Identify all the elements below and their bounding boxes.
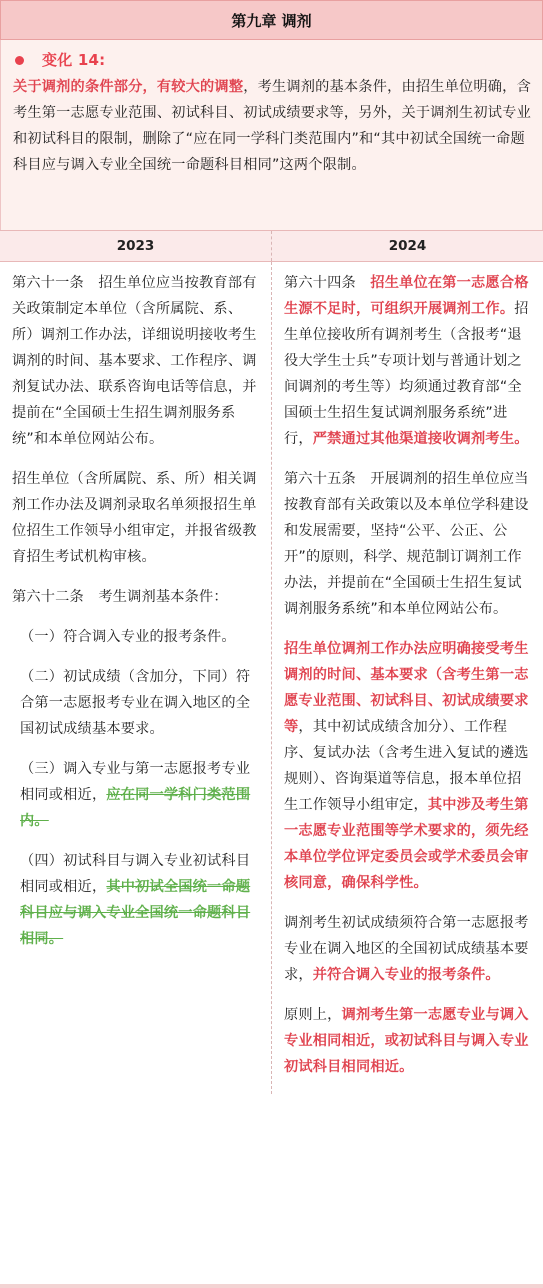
change-text <box>13 74 532 178</box>
article-65: 第六十五条 开展调剂的招生单位应当按教育部有关政策以及本单位学科建设和发展需要，坚持“公平、公正、公开”的原则，科学、规范制订调剂工作办法，并提前在“全国硕士生招生复试调剂服务系统”和本单位网站公布。 <box>284 471 529 617</box>
condition-4 <box>12 848 263 952</box>
bullet-dot-icon <box>15 56 24 65</box>
article-61: 第六十一条 招生单位应当按教育部有关政策制定本单位（含所属院、系、所）调剂工作办法，详细说明接收考生调剂的时间、基本要求、工作程序、调剂复试办法、联系咨询电话等信息，并提前在“全国硕士生招生调剂服务系统”和本单位网站公布。 <box>12 275 257 447</box>
column-header-2023: 2023 <box>0 231 272 262</box>
condition-4-deleted: 其中初试全国统一命题科目应与调入专业全国统一命题科目相同。 <box>20 879 251 947</box>
article-64-text: 招生单位接收所有调剂考生（含报考“退役大学生士兵”专项计划与普通计划之间调剂的考生等）均须通过教育部“全国硕士生招生复试调剂服务系统”进行， <box>284 301 529 447</box>
article-62: 第六十二条 考生调剂基本条件： <box>12 589 228 605</box>
cell-2024 <box>272 262 543 1095</box>
para2-text: ，其中初试成绩含加分）、工作程序、复试办法（含考生进入复试的遴选规则）、咨询渠道等信息，报本单位招生工作领导小组审定， <box>284 719 529 813</box>
condition-4-text: （四）初试科目与调入专业初试科目相同或相近， <box>20 853 251 895</box>
article-65-para4 <box>284 1002 535 1080</box>
cell-2023 <box>0 262 272 1095</box>
chapter-title: 第九章 调剂 <box>0 0 543 40</box>
change-intro-rest: ，考生调剂的基本条件，由招生单位明确，含考生第一志愿专业范围、初试科目、初试成绩要求等，另外，关于调剂生初试专业和初试科目的限制，删除了“应在同一学科门类范围内”和“其中初试全国统一命题科目应与调入专业全国统一命题科目相同”这两个限制。 <box>13 79 531 173</box>
article-65-para3 <box>284 910 535 988</box>
bottom-border <box>0 1284 543 1288</box>
change-title: 变化 14: <box>42 51 106 69</box>
change-summary <box>0 40 543 230</box>
condition-2: （二）初试成绩（含加分，下同）符合第一志愿报考专业在调入地区的全国初试成绩基本要求。 <box>20 669 251 737</box>
para4-highlight: 调剂考生第一志愿专业与调入专业相同相近，或初试科目与调入专业初试科目相同相近。 <box>284 1007 529 1075</box>
change-heading <box>13 46 532 74</box>
condition-3-text: （三）调入专业与第一志愿报考专业相同或相近， <box>20 761 251 803</box>
para2-highlight-2: 其中涉及考生第一志愿专业范围等学术要求的，须先经本单位学位评定委员会或学术委员会审核同意，确保科学性。 <box>284 797 529 891</box>
column-header-2024: 2024 <box>272 231 543 262</box>
article-64-highlight-2: 严禁通过其他渠道接收调剂考生。 <box>312 431 529 447</box>
article-64 <box>284 270 535 452</box>
comparison-table <box>0 230 543 1094</box>
article-64-highlight: 招生单位在第一志愿合格生源不足时，可组织开展调剂工作。 <box>284 275 529 317</box>
article-61-para2: 招生单位（含所属院、系、所）相关调剂工作办法及调剂录取名单须报招生单位招生工作领导小组审定，并报省级教育招生考试机构审核。 <box>12 471 257 565</box>
para3-text: 调剂考生初试成绩须符合第一志愿报考专业在调入地区的全国初试成绩基本要求， <box>284 915 529 983</box>
para3-highlight: 并符合调入专业的报考条件。 <box>312 967 500 983</box>
para2-highlight: 招生单位调剂工作办法应明确接受考生调剂的时间、基本要求（含考生第一志愿专业范围、初试科目、初试成绩要求等 <box>284 641 529 735</box>
change-intro-highlight: 关于调剂的条件部分，有较大的调整 <box>13 79 244 95</box>
condition-3 <box>12 756 263 834</box>
article-64-num: 第六十四条 <box>284 275 371 291</box>
condition-1: （一）符合调入专业的报考条件。 <box>20 629 236 645</box>
article-65-para2 <box>284 636 535 896</box>
table-row <box>0 262 543 1095</box>
condition-3-deleted: 应在同一学科门类范围内。 <box>20 787 251 829</box>
table-header-row <box>0 231 543 262</box>
para4-text: 原则上， <box>284 1007 342 1023</box>
